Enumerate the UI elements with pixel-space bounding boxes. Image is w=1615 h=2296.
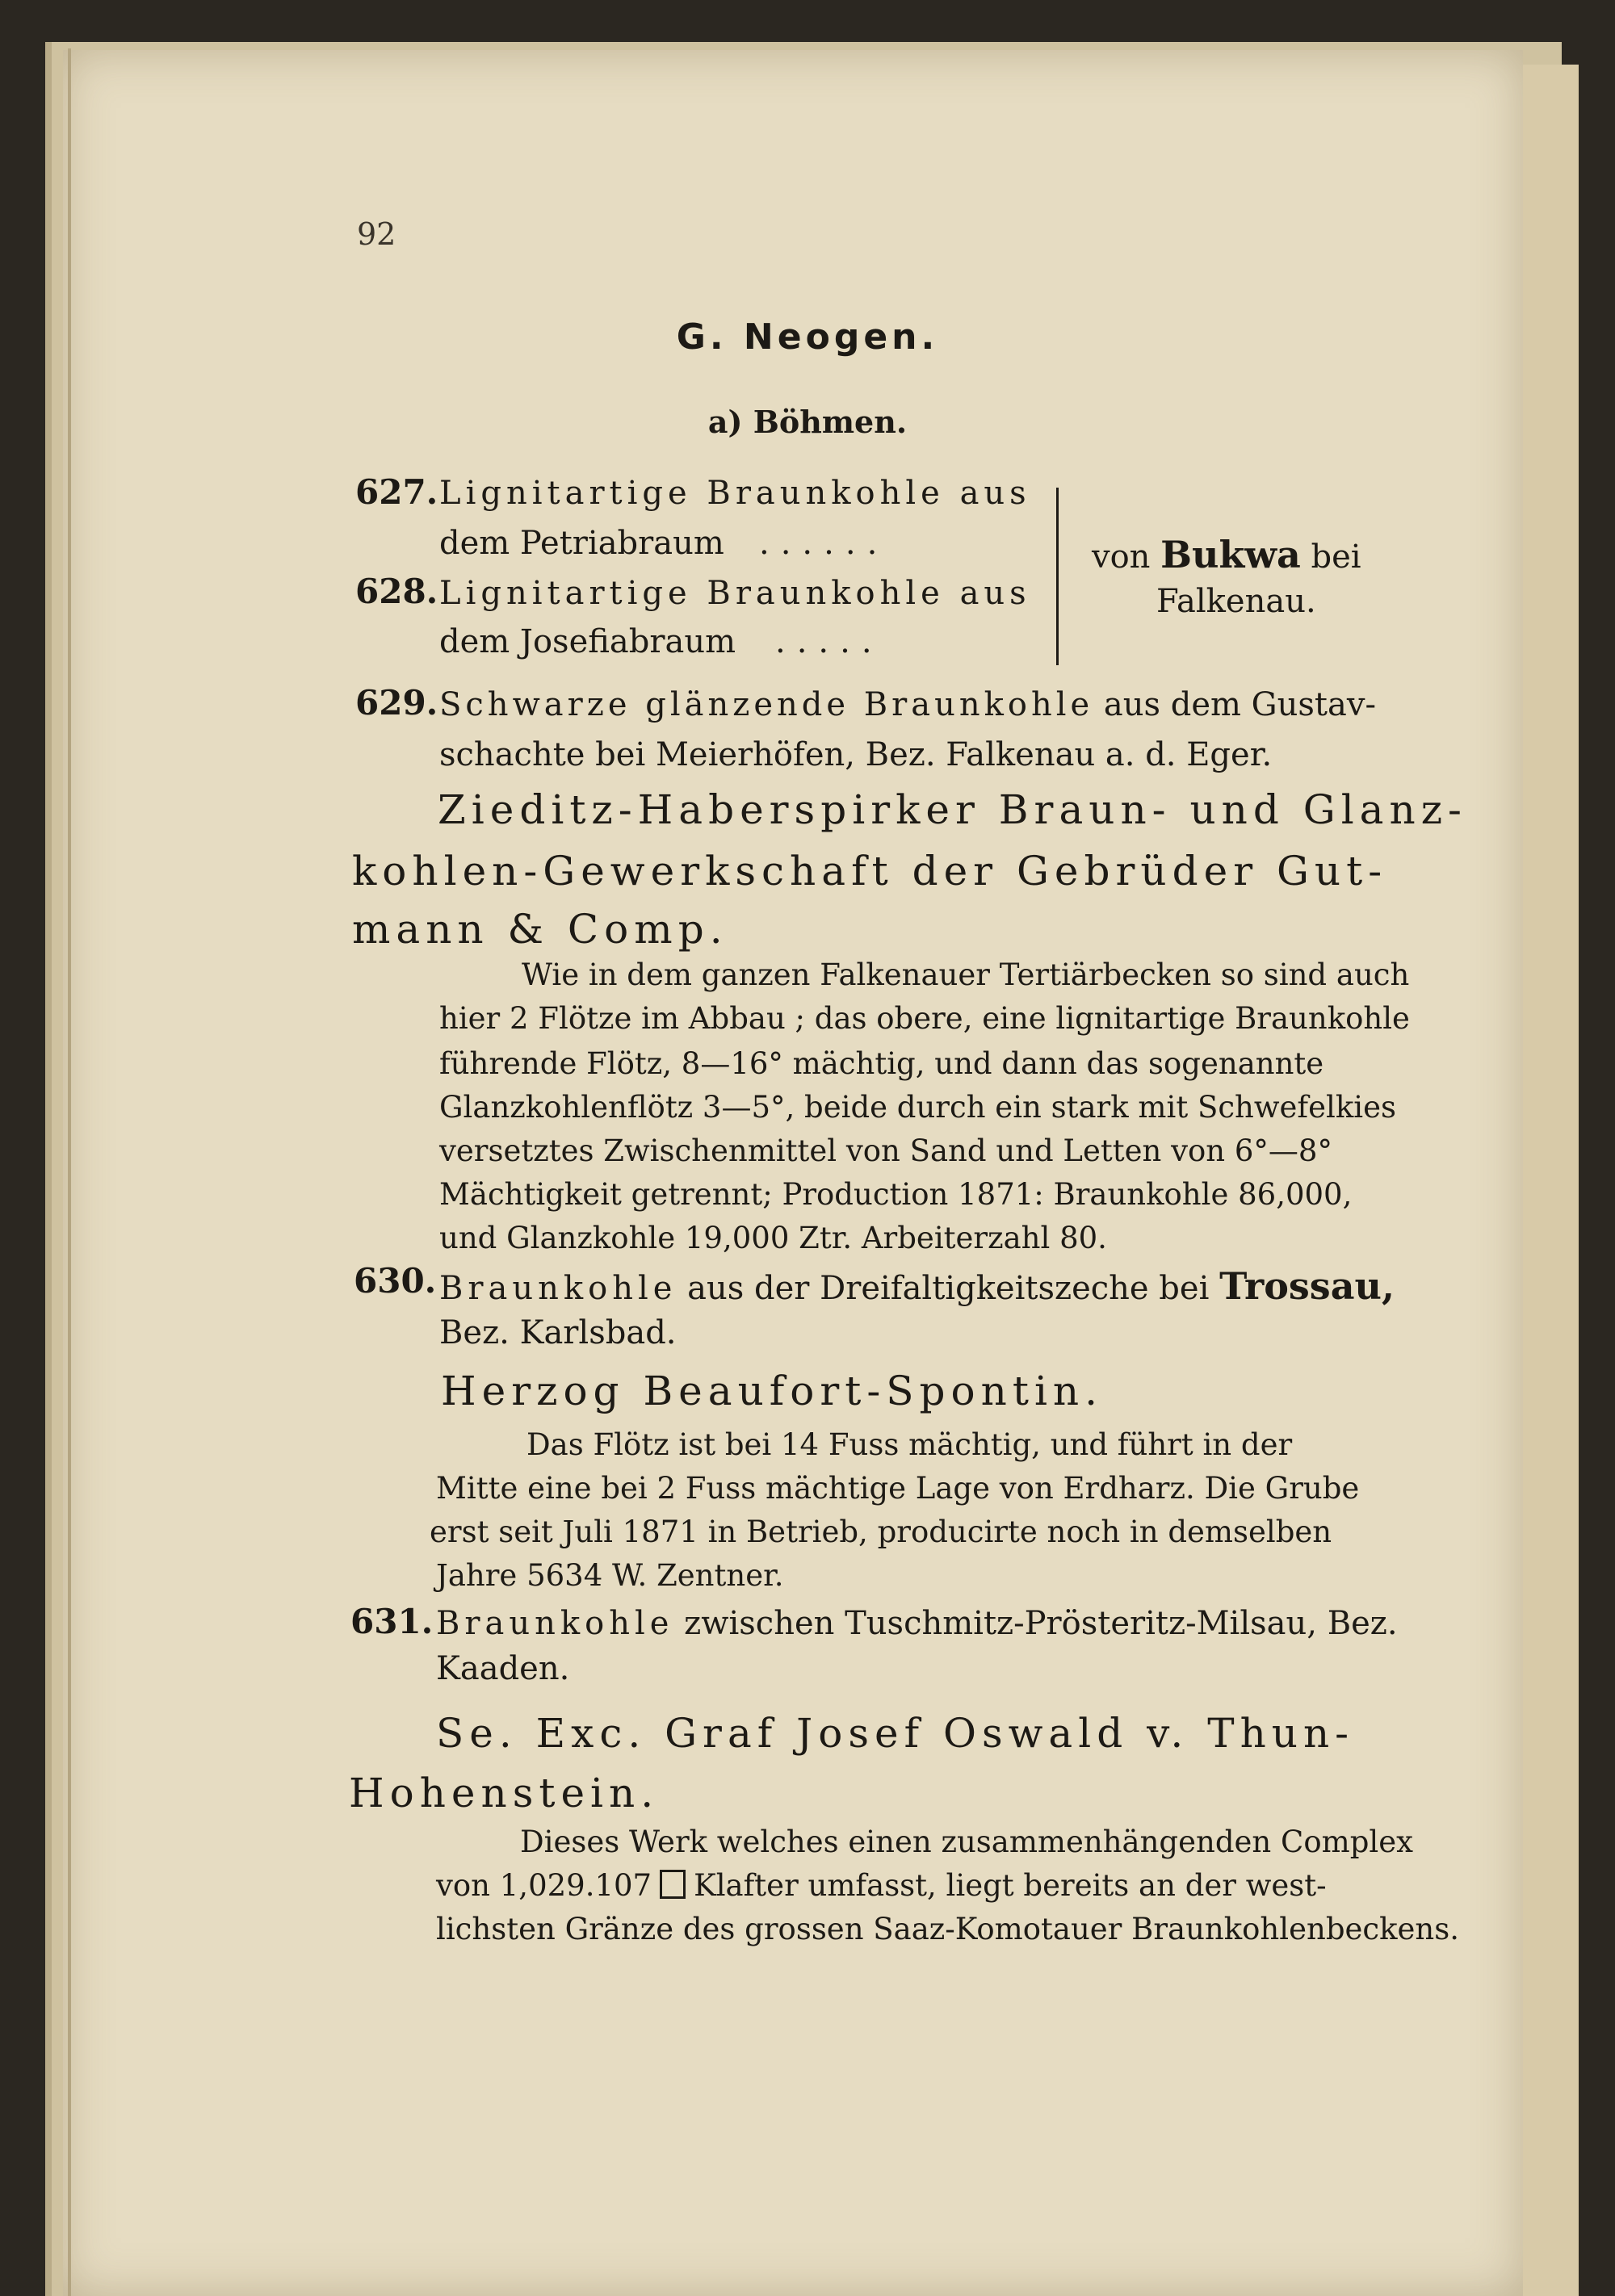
entry-628-line1: Lignitartige Braunkohle aus [439, 575, 1031, 612]
entry-630-line2: Bez. Karlsbad. [439, 1314, 677, 1351]
entry-number-629: 629. [355, 683, 438, 723]
desc-1-line3: führende Flötz, 8—16° mächtig, und dann das sogenannte [439, 1046, 1324, 1081]
entry-630-rest: aus der Dreifaltigkeitszeche bei [687, 1270, 1210, 1307]
desc-3-line2 [436, 1868, 1327, 1903]
entry-631-spaced: Braunkohle [436, 1605, 674, 1642]
entry-631-rest: zwischen Tuschmitz-Prösteritz-Milsau, Bez. [684, 1605, 1398, 1642]
entry-627-line2: dem Petriabraum [439, 525, 724, 562]
desc-3-line3: lichsten Gränze des grossen Saaz-Komotauer Braunkohlenbeckens. [436, 1912, 1460, 1946]
desc-1-line7: und Glanzkohle 19,000 Ztr. Arbeiterzahl 80. [439, 1221, 1107, 1255]
entry-number-631: 631. [350, 1602, 434, 1641]
owner-3-line2: Hohenstein. [349, 1770, 660, 1816]
owner-1-line1: Zieditz-Haberspirker Braun- und Glanz- [438, 786, 1467, 833]
entry-630-line1 [439, 1264, 1395, 1308]
entry-number-628: 628. [355, 572, 438, 611]
bracket [1056, 488, 1059, 665]
desc-1-line4: Glanzkohlenflötz 3—5°, beide durch ein stark mit Schwefelkies [439, 1090, 1396, 1125]
entry-627-dots: ...... [759, 525, 889, 562]
desc-2-line2: Mitte eine bei 2 Fuss mächtige Lage von Erdharz. Die Grube [436, 1471, 1360, 1506]
entry-631-line2: Kaaden. [436, 1650, 570, 1687]
entry-number-627: 627. [355, 472, 438, 512]
bracket-suffix: bei [1311, 538, 1361, 576]
entry-number-630: 630. [354, 1261, 437, 1301]
desc-3-line2-a: von 1,029.107 [436, 1868, 652, 1903]
desc-2-line1: Das Flötz ist bei 14 Fuss mächtig, und führt in der [526, 1427, 1293, 1462]
page-sheet [63, 50, 1523, 2296]
entry-629-spaced: Schwarze glänzende Braunkohle [439, 686, 1094, 723]
desc-2-line3: erst seit Juli 1871 in Betrieb, producirte noch in demselben [430, 1515, 1332, 1549]
desc-1-line6: Mächtigkeit getrennt; Production 1871: Braunkohle 86,000, [439, 1177, 1353, 1212]
page-number: 92 [357, 216, 396, 252]
entry-628-dots: ..... [775, 623, 883, 660]
desc-1-line1: Wie in dem ganzen Falkenauer Tertiärbecken so sind auch [522, 957, 1410, 992]
entry-627-line1: Lignitartige Braunkohle aus [439, 475, 1031, 512]
bracket-prefix: von [1092, 538, 1151, 576]
bracket-place: Bukwa [1160, 533, 1301, 576]
desc-3-line1: Dieses Werk welches einen zusammenhängenden Complex [520, 1825, 1413, 1859]
desc-1-line2: hier 2 Flötze im Abbau ; das obere, eine lignitartige Braunkohle [439, 1001, 1410, 1036]
entry-628-line2: dem Josefiabraum [439, 623, 736, 660]
right-page-edge [1520, 65, 1579, 2296]
desc-3-line2-b: Klafter umfasst, liegt bereits an der west- [694, 1868, 1327, 1903]
entry-629-line2: schachte bei Meierhöfen, Bez. Falkenau a. d. Eger. [439, 736, 1273, 773]
binding-fold [68, 48, 71, 2296]
entry-629-line1 [439, 686, 1376, 723]
entry-630-spaced: Braunkohle [439, 1270, 677, 1307]
square-symbol-icon [660, 1870, 686, 1899]
entry-629-rest: aus dem Gustav- [1103, 686, 1376, 723]
section-title: G. Neogen. [676, 316, 939, 358]
bracket-note-line2: Falkenau. [1156, 583, 1316, 620]
owner-1-line2: kohlen-Gewerkschaft der Gebrüder Gut- [352, 848, 1388, 895]
subsection-title: a) Böhmen. [707, 404, 908, 440]
owner-1-line3: mann & Comp. [352, 906, 728, 953]
owner-2-line1: Herzog Beaufort-Spontin. [441, 1368, 1104, 1414]
owner-3-line1: Se. Exc. Graf Josef Oswald v. Thun- [436, 1710, 1355, 1757]
desc-2-line4: Jahre 5634 W. Zentner. [436, 1558, 784, 1593]
entry-630-place: Trossau, [1219, 1264, 1395, 1308]
desc-1-line5: versetztes Zwischenmittel von Sand und Letten von 6°—8° [439, 1133, 1332, 1168]
bracket-note-line1 [1092, 533, 1361, 576]
entry-631-line1 [436, 1605, 1398, 1642]
